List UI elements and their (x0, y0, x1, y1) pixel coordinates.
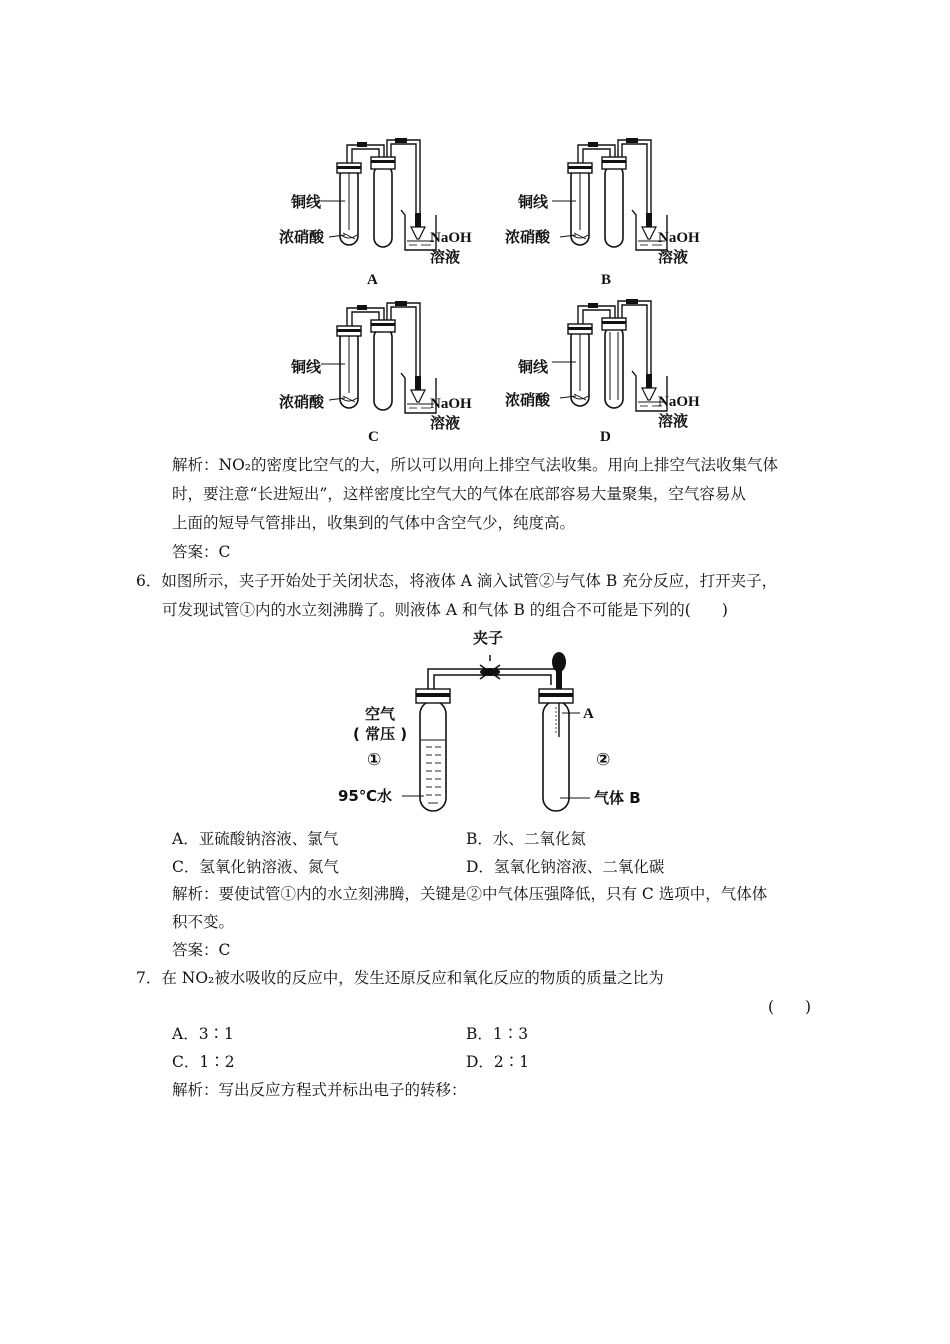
label-sol-c: 溶液 (430, 414, 461, 432)
q7-option-b: B．1∶3 (466, 1025, 529, 1043)
panel-label-c: C (368, 429, 379, 445)
label-copper-a: 铜线 (291, 193, 322, 211)
q6-option-b: B．水、二氧化氮 (466, 830, 586, 848)
label-copper-d: 铜线 (518, 358, 549, 376)
panel-label-a: A (367, 272, 378, 288)
q6-stem-line-1: 6．如图所示，夹子开始处于关闭状态，将液体 A 滴入试管②与气体 B 充分反应，打开夹子， (136, 572, 778, 590)
label-naoh-a: NaOH (430, 230, 472, 246)
apparatus-d (552, 299, 667, 411)
apparatus-figure (0, 0, 950, 450)
panel-label-d: D (600, 429, 611, 445)
q5-analysis-line-2: 时，要注意“长进短出”，这样密度比空气大的气体在底部容易大量聚集，空气容易从 (172, 485, 746, 503)
q6-analysis-line-1: 解析：要使试管①内的水立刻沸腾，关键是②中气体压强降低，只有 C 选项中，气体体 (172, 885, 768, 903)
q7-option-c: C．1∶2 (172, 1053, 235, 1071)
label-acid-b: 浓硝酸 (505, 228, 551, 246)
label-tube-2: ② (596, 750, 611, 770)
label-air: 空气 (365, 705, 396, 723)
q7-bracket: ( ) (768, 998, 812, 1016)
label-gas-b: 气体 B (594, 789, 641, 807)
apparatus-b (552, 138, 667, 250)
label-acid-d: 浓硝酸 (505, 391, 551, 409)
label-sol-a: 溶液 (430, 248, 461, 266)
label-sol-d: 溶液 (658, 412, 689, 430)
label-copper-b: 铜线 (518, 193, 549, 211)
label-acid-a: 浓硝酸 (279, 228, 325, 246)
q7-option-d: D．2∶1 (466, 1053, 530, 1071)
label-pressure: ( 常压 ) (353, 725, 408, 743)
q5-answer: 答案：C (172, 543, 231, 561)
q5-analysis-line-1: 解析：NO₂的密度比空气的大，所以可以用向上排空气法收集。用向上排空气法收集气体 (172, 456, 778, 474)
apparatus-c (321, 301, 436, 413)
panel-label-b: B (601, 272, 612, 288)
q7-analysis: 解析：写出反应方程式并标出电子的转移： (172, 1081, 467, 1099)
q7-option-a: A．3∶1 (172, 1025, 234, 1043)
label-acid-c: 浓硝酸 (279, 393, 325, 411)
label-copper-c: 铜线 (291, 358, 322, 376)
label-sol-b: 溶液 (658, 248, 689, 266)
q5-analysis-line-3: 上面的短导气管排出，收集到的气体中含空气少，纯度高。 (172, 514, 576, 532)
q6-analysis-line-2: 积不变。 (172, 913, 235, 931)
q6-option-c: C．氢氧化钠溶液、氮气 (172, 858, 339, 876)
q6-option-d: D．氢氧化钠溶液、二氧化碳 (466, 858, 665, 876)
label-naoh-c: NaOH (430, 396, 472, 412)
label-clamp: 夹子 (473, 629, 504, 647)
label-water: 95℃水 (338, 787, 393, 805)
label-naoh-d: NaOH (658, 394, 700, 410)
label-tube-1: ① (367, 750, 382, 770)
q7-stem: 7．在 NO₂被水吸收的反应中，发生还原反应和氧化反应的物质的质量之比为 (136, 969, 664, 987)
boiling-figure (0, 625, 950, 825)
q6-option-a: A．亚硫酸钠溶液、氯气 (172, 830, 339, 848)
q6-answer: 答案：C (172, 941, 231, 959)
label-naoh-b: NaOH (658, 230, 700, 246)
label-liquid-a: A (583, 706, 594, 722)
apparatus-a (321, 138, 436, 250)
q6-stem-line-2: 可发现试管①内的水立刻沸腾了。则液体 A 和气体 B 的组合不可能是下列的( ) (162, 601, 728, 619)
